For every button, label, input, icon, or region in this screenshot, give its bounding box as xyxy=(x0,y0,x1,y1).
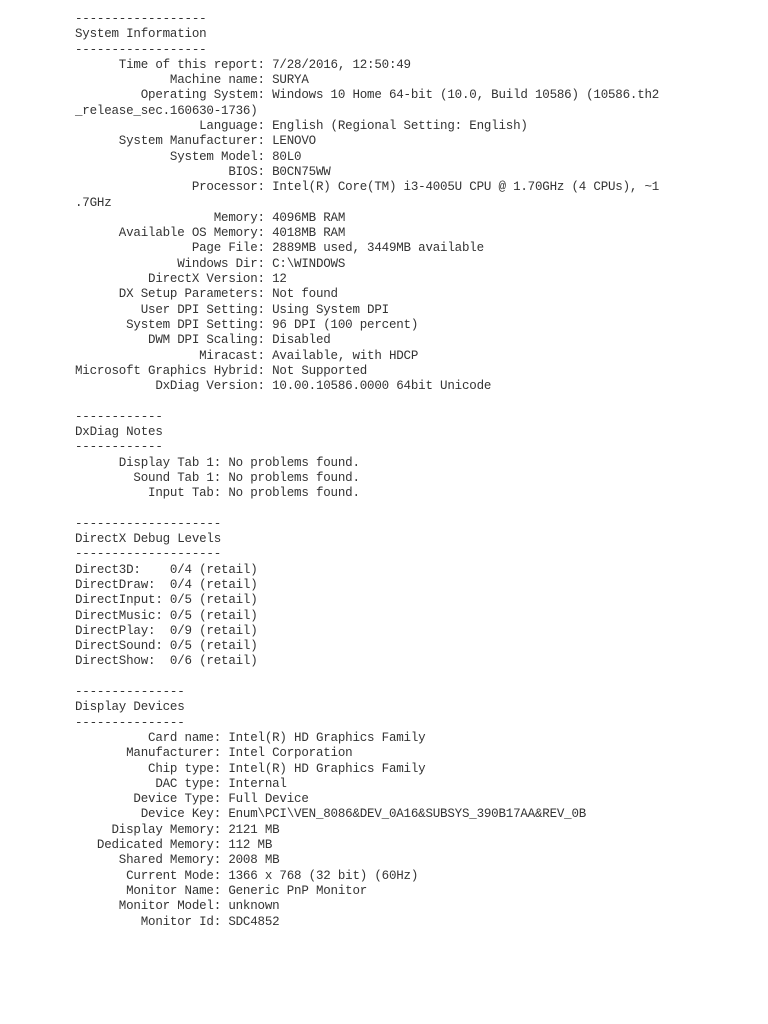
report-line: Input Tab: No problems found. xyxy=(75,486,360,501)
report-line: Monitor Id: SDC4852 xyxy=(75,914,280,929)
report-line: DirectMusic: 0/5 (retail) xyxy=(75,608,258,623)
report-line: DX Setup Parameters: Not found xyxy=(75,287,338,302)
report-line: Manufacturer: Intel Corporation xyxy=(75,746,353,761)
report-line: Card name: Intel(R) HD Graphics Family xyxy=(75,730,426,745)
report-line: Current Mode: 1366 x 768 (32 bit) (60Hz) xyxy=(75,868,419,883)
section-rule-bottom: ------------------ xyxy=(75,42,207,57)
report-line: Direct3D: 0/4 (retail) xyxy=(75,562,258,577)
report-line: DirectPlay: 0/9 (retail) xyxy=(75,623,258,638)
section-gap xyxy=(75,670,659,685)
report-line: DxDiag Version: 10.00.10586.0000 64bit Unicode xyxy=(75,379,492,394)
section-dxdiag-notes xyxy=(75,410,659,502)
report-line: System Manufacturer: LENOVO xyxy=(75,134,316,149)
section-rule-bottom: --------------- xyxy=(75,715,185,730)
report-line: System DPI Setting: 96 DPI (100 percent) xyxy=(75,317,419,332)
report-line: _release_sec.160630-1736) xyxy=(75,103,258,118)
section-system-information xyxy=(75,12,659,394)
section-rule-bottom: -------------------- xyxy=(75,547,222,562)
report-line: DirectShow: 0/6 (retail) xyxy=(75,654,258,669)
report-line: Miracast: Available, with HDCP xyxy=(75,348,419,363)
report-line: Windows Dir: C:\WINDOWS xyxy=(75,256,346,271)
report-line: Device Type: Full Device xyxy=(75,792,309,807)
section-gap xyxy=(75,394,659,409)
report-line: Page File: 2889MB used, 3449MB available xyxy=(75,241,484,256)
section-rule-top: ------------ xyxy=(75,409,163,424)
report-line: Operating System: Windows 10 Home 64-bit (10.0, Build 10586) (10586.th2 xyxy=(75,88,660,103)
report-line: Display Memory: 2121 MB xyxy=(75,822,280,837)
report-line: DirectX Version: 12 xyxy=(75,272,287,287)
report-line: Shared Memory: 2008 MB xyxy=(75,853,280,868)
report-line: BIOS: B0CN75WW xyxy=(75,164,331,179)
report-line: Processor: Intel(R) Core(TM) i3-4005U CPU @ 1.70GHz (4 CPUs), ~1 xyxy=(75,180,660,195)
report-line: Device Key: Enum\PCI\VEN_8086&DEV_0A16&SUBSYS_390B17AA&REV_0B xyxy=(75,807,587,822)
report-line: DirectSound: 0/5 (retail) xyxy=(75,639,258,654)
section-title: Display Devices xyxy=(75,700,185,715)
section-display-devices xyxy=(75,685,659,930)
report-line: Chip type: Intel(R) HD Graphics Family xyxy=(75,761,426,776)
section-rule-bottom: ------------ xyxy=(75,440,163,455)
report-line: Display Tab 1: No problems found. xyxy=(75,455,360,470)
report-line: DAC type: Internal xyxy=(75,776,287,791)
report-line: .7GHz xyxy=(75,195,112,210)
report-line: Dedicated Memory: 112 MB xyxy=(75,838,273,853)
section-title: DirectX Debug Levels xyxy=(75,532,222,547)
report-line: Monitor Model: unknown xyxy=(75,899,280,914)
section-gap xyxy=(75,502,659,517)
report-line: DirectDraw: 0/4 (retail) xyxy=(75,577,258,592)
report-line: Memory: 4096MB RAM xyxy=(75,210,346,225)
report-line: Sound Tab 1: No problems found. xyxy=(75,470,360,485)
report-line: Machine name: SURYA xyxy=(75,73,309,88)
report-line: User DPI Setting: Using System DPI xyxy=(75,302,389,317)
report-line: DWM DPI Scaling: Disabled xyxy=(75,333,331,348)
section-rule-top: ------------------ xyxy=(75,12,207,26)
report-line: Monitor Name: Generic PnP Monitor xyxy=(75,883,368,898)
section-rule-top: -------------------- xyxy=(75,516,222,531)
report-line: Available OS Memory: 4018MB RAM xyxy=(75,226,346,241)
section-directx-debug-levels xyxy=(75,517,659,670)
report-line: Time of this report: 7/28/2016, 12:50:49 xyxy=(75,57,411,72)
report-line: Microsoft Graphics Hybrid: Not Supported xyxy=(75,363,368,378)
report-line: DirectInput: 0/5 (retail) xyxy=(75,593,258,608)
dxdiag-report xyxy=(75,12,659,930)
report-line: Language: English (Regional Setting: English) xyxy=(75,119,528,134)
section-rule-top: --------------- xyxy=(75,685,185,700)
report-line: System Model: 80L0 xyxy=(75,149,302,164)
section-title: DxDiag Notes xyxy=(75,425,163,440)
section-title: System Information xyxy=(75,27,207,42)
